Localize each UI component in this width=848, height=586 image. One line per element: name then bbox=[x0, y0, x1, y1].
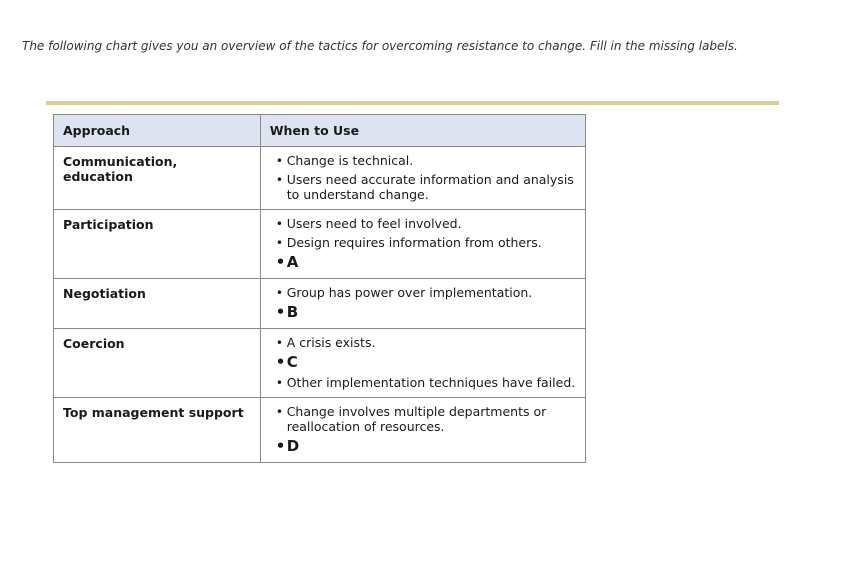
approach-cell: Participation bbox=[54, 210, 261, 279]
bullet-list bbox=[276, 285, 576, 321]
list-item-text: Group has power over implementation. bbox=[286, 285, 533, 300]
bullet-icon: • bbox=[275, 153, 284, 168]
bullet-icon: • bbox=[275, 404, 284, 419]
list-item-text: Change is technical. bbox=[286, 153, 414, 168]
bullet-list bbox=[276, 404, 576, 455]
bullet-icon: • bbox=[275, 303, 286, 321]
table-row bbox=[54, 279, 586, 329]
header-approach: Approach bbox=[54, 115, 261, 147]
list-item-text: Change involves multiple departments or reallocation of resources. bbox=[286, 404, 547, 434]
when-to-use-cell bbox=[260, 398, 585, 463]
tactics-table bbox=[53, 114, 586, 463]
bullet-list bbox=[276, 335, 576, 390]
instructions-text: The following chart gives you an overview of the tactics for overcoming resistance to change. Fill in the missing labels. bbox=[22, 39, 738, 53]
missing-label-placeholder bbox=[276, 438, 576, 455]
missing-label-letter: B bbox=[286, 303, 299, 321]
list-item bbox=[276, 404, 576, 434]
list-item bbox=[276, 335, 576, 350]
bullet-list bbox=[276, 153, 576, 202]
list-item-text: Other implementation techniques have failed. bbox=[286, 375, 576, 390]
when-to-use-cell bbox=[260, 329, 585, 398]
when-to-use-cell bbox=[260, 279, 585, 329]
missing-label-placeholder bbox=[276, 304, 576, 321]
list-item-text: Users need accurate information and analysis to understand change. bbox=[286, 172, 574, 202]
bullet-icon: • bbox=[275, 285, 284, 300]
table-header-row bbox=[54, 115, 586, 147]
bullet-icon: • bbox=[275, 335, 284, 350]
when-to-use-cell bbox=[260, 147, 585, 210]
table-row bbox=[54, 398, 586, 463]
list-item bbox=[276, 153, 576, 168]
bullet-icon: • bbox=[275, 253, 286, 271]
list-item-text: A crisis exists. bbox=[286, 335, 376, 350]
bullet-list bbox=[276, 216, 576, 271]
missing-label-letter: A bbox=[286, 253, 299, 271]
missing-label-letter: C bbox=[286, 353, 298, 371]
missing-label-letter: D bbox=[286, 437, 300, 455]
approach-cell: Negotiation bbox=[54, 279, 261, 329]
list-item bbox=[276, 285, 576, 300]
list-item bbox=[276, 172, 576, 202]
bullet-icon: • bbox=[275, 353, 286, 371]
divider-rule bbox=[46, 101, 779, 105]
list-item-text: Users need to feel involved. bbox=[286, 216, 462, 231]
table-row bbox=[54, 147, 586, 210]
approach-cell: Communication, education bbox=[54, 147, 261, 210]
table-row bbox=[54, 329, 586, 398]
bullet-icon: • bbox=[275, 172, 284, 187]
bullet-icon: • bbox=[275, 216, 284, 231]
table-row bbox=[54, 210, 586, 279]
list-item-text: Design requires information from others. bbox=[286, 235, 542, 250]
bullet-icon: • bbox=[275, 235, 284, 250]
approach-cell: Top management support bbox=[54, 398, 261, 463]
approach-cell: Coercion bbox=[54, 329, 261, 398]
header-when-to-use: When to Use bbox=[260, 115, 585, 147]
table-body bbox=[54, 147, 586, 463]
missing-label-placeholder bbox=[276, 354, 576, 371]
when-to-use-cell bbox=[260, 210, 585, 279]
missing-label-placeholder bbox=[276, 254, 576, 271]
list-item bbox=[276, 235, 576, 250]
list-item bbox=[276, 216, 576, 231]
bullet-icon: • bbox=[275, 437, 286, 455]
bullet-icon: • bbox=[275, 375, 284, 390]
list-item bbox=[276, 375, 576, 390]
